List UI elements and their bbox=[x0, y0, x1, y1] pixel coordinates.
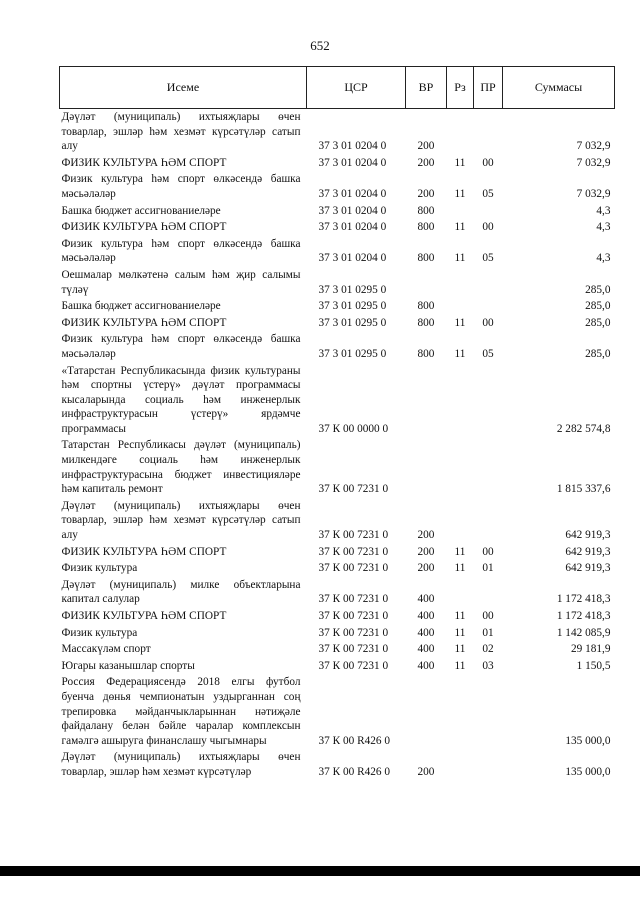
cell-vr: 800 bbox=[417, 316, 435, 329]
cell-csr: 37 3 01 0204 0 bbox=[318, 221, 387, 234]
cell-sum: 4,3 bbox=[596, 204, 611, 217]
cell-rz: 11 bbox=[454, 156, 466, 169]
cell-sum: 285,0 bbox=[585, 316, 611, 329]
cell-pr: 00 bbox=[482, 221, 494, 234]
cell-csr: 37 3 01 0295 0 bbox=[318, 300, 387, 313]
table-row bbox=[60, 236, 615, 267]
cell-sum: 285,0 bbox=[585, 347, 611, 360]
cell-pr bbox=[474, 437, 503, 497]
cell-vr: 200 bbox=[417, 187, 435, 200]
cell-pr: 03 bbox=[482, 659, 494, 672]
cell-rz bbox=[447, 437, 474, 497]
header-sum: Суммасы bbox=[503, 67, 615, 109]
page-number: 652 bbox=[310, 38, 330, 53]
cell-pr: 05 bbox=[482, 347, 494, 360]
cell-name: Башка бюджет ассигнованиеләре bbox=[61, 300, 221, 313]
cell-sum: 4,3 bbox=[596, 252, 611, 265]
cell-rz bbox=[447, 109, 474, 155]
table-row bbox=[60, 109, 615, 155]
cell-csr: 37 3 01 0204 0 bbox=[318, 156, 387, 169]
cell-rz: 11 bbox=[454, 659, 466, 672]
cell-vr bbox=[406, 363, 447, 438]
cell-sum: 1 172 418,3 bbox=[556, 610, 611, 622]
cell-name: Физик культура һәм спорт өлкәсендә башка мәсьәләләр bbox=[61, 333, 301, 360]
cell-vr: 200 bbox=[417, 529, 435, 542]
cell-vr: 200 bbox=[417, 545, 435, 558]
cell-rz bbox=[447, 498, 474, 544]
table-row bbox=[60, 498, 615, 544]
cell-pr bbox=[474, 749, 503, 780]
cell-rz bbox=[447, 363, 474, 438]
cell-vr: 200 bbox=[417, 562, 435, 575]
cell-name: «Татарстан Республикасында физик культураны һәм спортны үстерү» дәүләт программасы кысаларында социаль һәм инженерлык инфраструктурасын үстерү» ярдәмче программасы bbox=[61, 364, 301, 435]
table-row bbox=[60, 171, 615, 202]
cell-csr: 37 К 00 7231 0 bbox=[318, 483, 389, 496]
table-row bbox=[60, 298, 615, 315]
cell-rz: 11 bbox=[454, 187, 466, 200]
cell-pr: 00 bbox=[482, 610, 494, 622]
cell-name: ФИЗИК КУЛЬТУРА ҺӘМ СПОРТ bbox=[61, 316, 227, 329]
cell-csr: 37 К 00 7231 0 bbox=[318, 593, 389, 606]
cell-sum: 7 032,9 bbox=[576, 140, 611, 153]
cell-vr: 800 bbox=[417, 347, 435, 360]
cell-csr: 37 К 00 7231 0 bbox=[318, 626, 389, 639]
cell-pr: 00 bbox=[482, 316, 494, 329]
cell-pr bbox=[474, 203, 503, 220]
cell-csr: 37 К 00 7231 0 bbox=[318, 643, 389, 656]
header-name: Исеме bbox=[60, 67, 307, 109]
table-row bbox=[60, 203, 615, 220]
table-row bbox=[60, 544, 615, 561]
cell-sum: 642 919,3 bbox=[565, 529, 611, 542]
cell-name: Дәүләт (муниципаль) ихтыяҗлары өчен товарлар, эшләр һәм хезмәт күрсәтүләр bbox=[61, 751, 301, 778]
table-row bbox=[60, 674, 615, 749]
cell-rz: 11 bbox=[454, 252, 466, 265]
table-row bbox=[60, 625, 615, 642]
cell-vr: 800 bbox=[417, 204, 435, 217]
cell-rz: 11 bbox=[454, 643, 466, 656]
cell-name: Дәүләт (муниципаль) милке объектларына капитал салулар bbox=[61, 578, 301, 606]
table-body bbox=[60, 109, 615, 781]
cell-name: Физик культура һәм спорт өлкәсендә башка мәсьәләләр bbox=[61, 173, 301, 200]
cell-csr: 37 3 01 0204 0 bbox=[318, 140, 387, 153]
table-row bbox=[60, 608, 615, 625]
cell-csr: 37 К 00 R426 0 bbox=[318, 734, 391, 747]
budget-table-container bbox=[59, 66, 614, 781]
cell-rz bbox=[447, 749, 474, 780]
cell-sum: 2 282 574,8 bbox=[556, 422, 611, 435]
cell-pr: 02 bbox=[482, 643, 494, 656]
table-row bbox=[60, 658, 615, 675]
cell-rz: 11 bbox=[454, 221, 466, 234]
cell-pr: 05 bbox=[482, 252, 494, 265]
cell-csr: 37 3 01 0204 0 bbox=[318, 204, 387, 217]
cell-sum: 7 032,9 bbox=[576, 156, 611, 169]
header-rz: Рз bbox=[447, 67, 474, 109]
cell-vr: 200 bbox=[417, 140, 435, 153]
budget-table bbox=[59, 66, 615, 781]
cell-name: Татарстан Республикасы дәүләт (муниципаль) милкендәге социаль һәм инженерлык инфраструктурасына бюджет инвестицияләре һәм капиталь ремонт bbox=[61, 439, 301, 496]
cell-vr: 800 bbox=[417, 221, 435, 234]
cell-name: Дәүләт (муниципаль) ихтыяҗлары өчен товарлар, эшләр һәм хезмәт күрсәтүләр сатып алу bbox=[61, 499, 301, 542]
table-row bbox=[60, 315, 615, 332]
cell-name: Оешмалар мөлкәтенә салым һәм җир салымы түләү bbox=[61, 268, 301, 296]
cell-csr: 37 К 00 0000 0 bbox=[318, 422, 389, 435]
cell-sum: 642 919,3 bbox=[565, 562, 611, 575]
header-pr: ПР bbox=[474, 67, 503, 109]
table-header bbox=[60, 67, 615, 109]
cell-csr: 37 К 00 R426 0 bbox=[318, 765, 391, 778]
cell-name: Башка бюджет ассигнованиеләре bbox=[61, 204, 221, 217]
cell-vr: 400 bbox=[417, 643, 435, 656]
cell-vr: 800 bbox=[417, 252, 435, 265]
cell-csr: 37 К 00 7231 0 bbox=[318, 529, 389, 542]
cell-name: Россия Федерациясендә 2018 елгы футбол буенча дөнья чемпионатын уздырганнан соң трепировка мәйданчыкларыннан нәтиҗәле файдалану белән бәйле чаралар комплексын гамәлгә ашыруга финанслашу чыгымнары bbox=[61, 676, 301, 747]
cell-csr: 37 К 00 7231 0 bbox=[318, 659, 389, 672]
table-row bbox=[60, 363, 615, 438]
table-row bbox=[60, 437, 615, 497]
cell-csr: 37 3 01 0204 0 bbox=[318, 252, 387, 265]
cell-vr: 400 bbox=[417, 610, 435, 622]
table-row bbox=[60, 560, 615, 577]
cell-sum: 135 000,0 bbox=[565, 734, 611, 747]
cell-rz: 11 bbox=[454, 610, 466, 622]
cell-name: ФИЗИК КУЛЬТУРА ҺӘМ СПОРТ bbox=[61, 221, 227, 234]
table-row bbox=[60, 749, 615, 780]
cell-vr bbox=[406, 674, 447, 749]
cell-rz bbox=[447, 267, 474, 298]
cell-sum: 135 000,0 bbox=[565, 765, 611, 778]
cell-csr: 37 К 00 7231 0 bbox=[318, 562, 389, 575]
cell-rz: 11 bbox=[454, 316, 466, 329]
cell-csr: 37 3 01 0295 0 bbox=[318, 316, 387, 329]
cell-rz: 11 bbox=[454, 545, 466, 558]
cell-name: ФИЗИК КУЛЬТУРА ҺӘМ СПОРТ bbox=[61, 156, 227, 169]
cell-vr: 400 bbox=[417, 626, 435, 639]
table-row bbox=[60, 577, 615, 608]
cell-sum: 1 815 337,6 bbox=[556, 483, 611, 496]
cell-name: Массакүләм спорт bbox=[61, 643, 151, 656]
table-row bbox=[60, 267, 615, 298]
cell-pr: 01 bbox=[482, 626, 494, 639]
cell-name: ФИЗИК КУЛЬТУРА ҺӘМ СПОРТ bbox=[61, 545, 227, 558]
cell-vr: 200 bbox=[417, 765, 435, 778]
cell-rz bbox=[447, 203, 474, 220]
cell-pr bbox=[474, 298, 503, 315]
cell-sum: 285,0 bbox=[585, 283, 611, 296]
cell-sum: 4,3 bbox=[596, 221, 611, 234]
cell-sum: 1 172 418,3 bbox=[556, 593, 611, 606]
table-row bbox=[60, 641, 615, 658]
cell-rz bbox=[447, 674, 474, 749]
cell-pr: 05 bbox=[482, 187, 494, 200]
cell-vr: 400 bbox=[417, 593, 435, 606]
cell-rz: 11 bbox=[454, 347, 466, 360]
cell-csr: 37 К 00 7231 0 bbox=[318, 610, 389, 622]
cell-sum: 29 181,9 bbox=[570, 643, 611, 656]
cell-rz: 11 bbox=[454, 562, 466, 575]
cell-csr: 37 3 01 0295 0 bbox=[318, 347, 387, 360]
cell-pr bbox=[474, 267, 503, 298]
header-csr: ЦСР bbox=[307, 67, 406, 109]
cell-name: Югары казанышлар спорты bbox=[61, 659, 195, 672]
cell-pr: 00 bbox=[482, 545, 494, 558]
cell-rz bbox=[447, 298, 474, 315]
table-row bbox=[60, 219, 615, 236]
cell-pr: 00 bbox=[482, 156, 494, 169]
cell-sum: 1 150,5 bbox=[576, 659, 611, 672]
cell-pr bbox=[474, 363, 503, 438]
cell-vr bbox=[406, 437, 447, 497]
cell-sum: 7 032,9 bbox=[576, 187, 611, 200]
cell-pr bbox=[474, 109, 503, 155]
cell-csr: 37 3 01 0204 0 bbox=[318, 187, 387, 200]
cell-name: Физик культура bbox=[61, 626, 138, 639]
cell-pr: 01 bbox=[482, 562, 494, 575]
cell-sum: 285,0 bbox=[585, 300, 611, 313]
cell-sum: 1 142 085,9 bbox=[556, 626, 611, 639]
cell-csr: 37 К 00 7231 0 bbox=[318, 545, 389, 558]
cell-vr bbox=[406, 267, 447, 298]
cell-pr bbox=[474, 498, 503, 544]
cell-csr: 37 3 01 0295 0 bbox=[318, 283, 387, 296]
scan-border bbox=[0, 866, 640, 876]
table-row bbox=[60, 155, 615, 172]
table-row bbox=[60, 331, 615, 362]
cell-rz bbox=[447, 577, 474, 608]
cell-name: Физик культура bbox=[61, 562, 138, 575]
cell-rz: 11 bbox=[454, 626, 466, 639]
cell-vr: 400 bbox=[417, 659, 435, 672]
cell-name: Дәүләт (муниципаль) ихтыяҗлары өчен товарлар, эшләр һәм хезмәт күрсәтүләр сатып алу bbox=[61, 111, 301, 153]
cell-name: ФИЗИК КУЛЬТУРА ҺӘМ СПОРТ bbox=[61, 610, 227, 622]
cell-vr: 800 bbox=[417, 300, 435, 313]
cell-sum: 642 919,3 bbox=[565, 545, 611, 558]
header-vr: ВР bbox=[406, 67, 447, 109]
cell-pr bbox=[474, 674, 503, 749]
cell-name: Физик культура һәм спорт өлкәсендә башка мәсьәләләр bbox=[61, 237, 301, 265]
cell-pr bbox=[474, 577, 503, 608]
cell-vr: 200 bbox=[417, 156, 435, 169]
